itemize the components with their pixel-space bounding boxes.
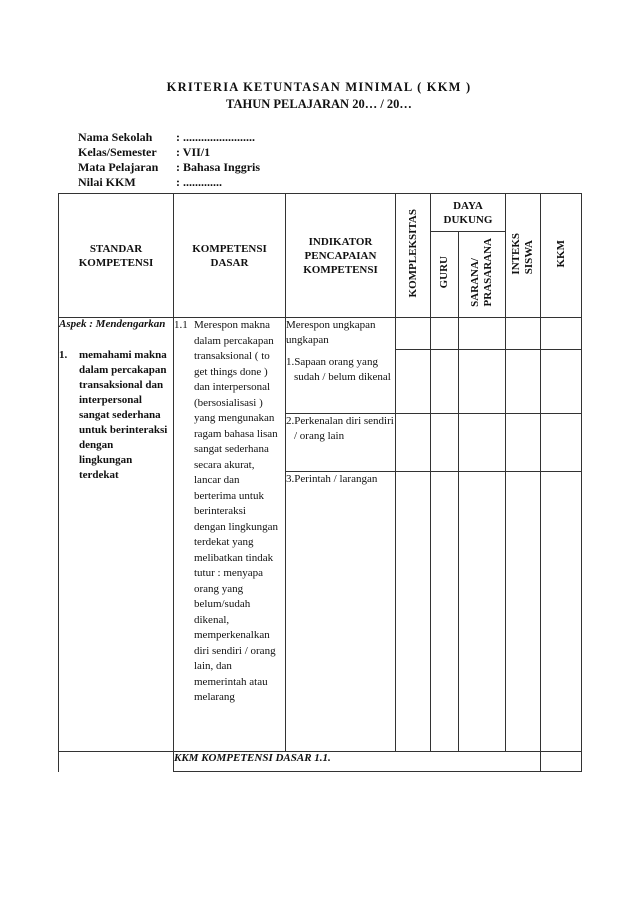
info-value: : .............: [176, 175, 222, 189]
score-cell[interactable]: [431, 472, 459, 752]
score-cell[interactable]: [506, 350, 541, 414]
info-label: Mata Pelajaran: [78, 160, 159, 174]
score-cell[interactable]: [396, 318, 431, 350]
score-cell[interactable]: [459, 414, 506, 472]
score-cell[interactable]: [396, 472, 431, 752]
header-indikator: INDIKATOR PENCAPAIAN KOMPETENSI: [286, 194, 396, 318]
score-cell[interactable]: [431, 350, 459, 414]
aspek-label: Aspek : Mendengarkan: [59, 318, 166, 330]
sk-text: memahami makna dalam percakapan transaksional dan interpersonal sangat sederhana untuk berinteraksi dengan lingkungan terdekat: [79, 349, 168, 481]
header-kkm: KKM: [541, 194, 582, 318]
document-subtitle: TAHUN PELAJARAN 20… / 20…: [226, 97, 412, 111]
header-sarana-prasarana: SARANA/PRASARANA: [459, 232, 506, 318]
indicator-intro: Merespon ungkapan ungkapan: [286, 319, 376, 346]
header-daya-dukung: DAYA DUKUNG: [431, 194, 506, 232]
indicator-cell-3: [286, 472, 396, 752]
sk-number: 1.: [59, 349, 68, 361]
score-cell[interactable]: [506, 414, 541, 472]
score-cell[interactable]: [541, 414, 582, 472]
score-cell[interactable]: [506, 472, 541, 752]
info-label: Nama Sekolah: [78, 130, 153, 144]
kd-number: 1.1: [174, 319, 188, 331]
score-cell[interactable]: [506, 318, 541, 350]
header-standar-kompetensi: STANDAR KOMPETENSI: [59, 194, 174, 318]
kompetensi-dasar-cell: [174, 318, 286, 752]
indicator-item-1: 1.Sapaan orang yang sudah / belum dikenal: [286, 356, 391, 383]
score-cell[interactable]: [541, 472, 582, 752]
info-row-subject: [78, 160, 260, 175]
score-cell[interactable]: [459, 318, 506, 350]
score-cell[interactable]: [459, 472, 506, 752]
info-row-kkm: [78, 175, 260, 190]
indicator-cell-2: [286, 414, 396, 472]
score-cell[interactable]: [431, 318, 459, 350]
info-label: Nilai KKM: [78, 175, 136, 189]
footer-kkm-label: KKM KOMPETENSI DASAR 1.1.: [174, 752, 541, 772]
score-cell[interactable]: [541, 318, 582, 350]
indicator-cell-1: [286, 318, 396, 414]
standar-kompetensi-cell: [59, 318, 174, 752]
header-inteks-siswa: INTEKSSISWA: [506, 194, 541, 318]
info-value: : VII/1: [176, 145, 211, 159]
kd-text: Merespon makna dalam percakapan transaksional ( to get things done ) dan interpersonal (bersosialisasi ) yang mengunakan ragam bahasa lisan sangat sederhana secara akurat, lancar dan berterima untuk berinteraksi dengan lingkungan terdekat yang melibatkan tindak tutur : menyapa orang yang belum/sudah dikenal, memperkenalkan diri sendiri / orang lain, dan memerintah atau melarang: [194, 319, 279, 703]
kkm-table: [58, 193, 582, 772]
score-cell[interactable]: [459, 350, 506, 414]
info-value: : Bahasa Inggris: [176, 160, 261, 174]
document-title: KRITERIA KETUNTASAN MINIMAL ( KKM ): [166, 80, 472, 94]
school-info: [78, 130, 260, 190]
header-kompleksitas: KOMPLEKSITAS: [396, 194, 431, 318]
score-cell[interactable]: [396, 414, 431, 472]
footer-empty-cell: [59, 752, 174, 772]
info-label: Kelas/Semester: [78, 145, 157, 159]
footer-kkm-value[interactable]: [541, 752, 582, 772]
kd-item: [174, 318, 285, 706]
indicator-item-2: 2.Perkenalan diri sendiri / orang lain: [286, 415, 394, 442]
info-row-school: [78, 130, 260, 145]
score-cell[interactable]: [541, 350, 582, 414]
sk-item: [59, 348, 173, 483]
score-cell[interactable]: [431, 414, 459, 472]
header-guru: GURU: [431, 232, 459, 318]
indicator-item-3: 3.Perintah / larangan: [286, 473, 378, 485]
info-row-class: [78, 145, 260, 160]
header-kompetensi-dasar: KOMPETENSI DASAR: [174, 194, 286, 318]
score-cell[interactable]: [396, 350, 431, 414]
info-value: : ........................: [176, 130, 255, 144]
